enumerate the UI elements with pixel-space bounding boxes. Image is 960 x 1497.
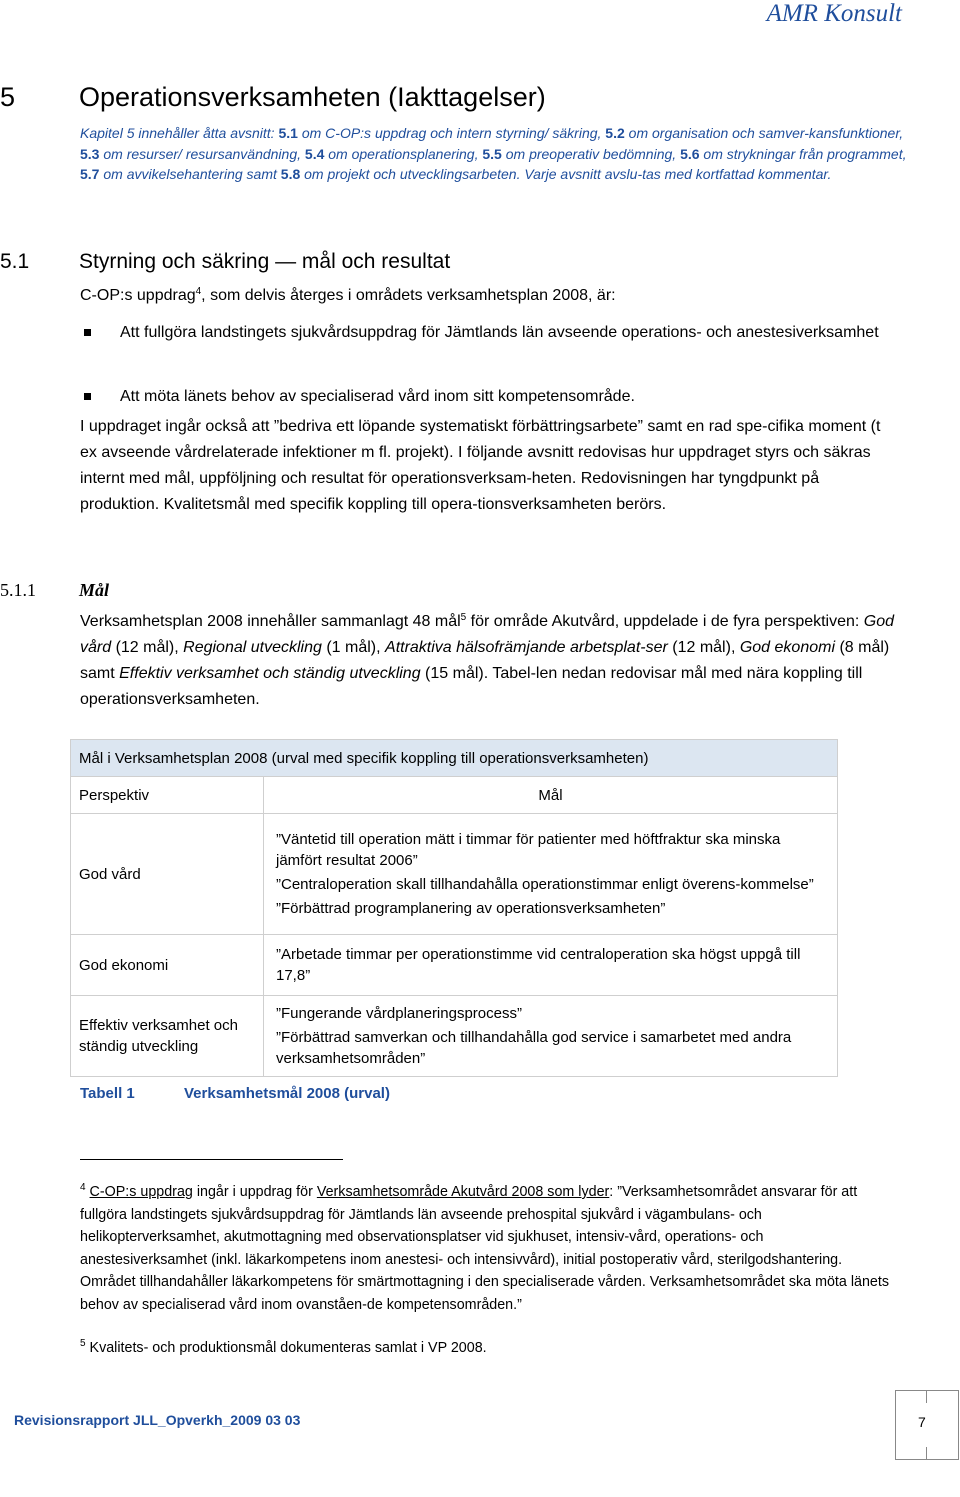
intro-ref: 5.7 <box>80 166 100 182</box>
intro-text: om avvikelsehantering samt <box>99 166 281 182</box>
section-title: Styrning och säkring — mål och resultat <box>79 250 451 273</box>
table-title: Mål i Verksamhetsplan 2008 (urval med specifik koppling till operationsverksamheten) <box>71 740 838 777</box>
subsection-number: 5.1.1 <box>0 580 36 600</box>
goal-item: ”Väntetid till operation mätt i timmar för patienter med höftfraktur ska minska jämfört resultat 2006” <box>276 831 781 869</box>
goals-text: (15 mål). Tabel-len nedan redovisar mål med nära koppling till operationsverksamheten. <box>80 665 863 708</box>
intro-text: om C-OP:s uppdrag och intern styrning/ säkring, <box>297 125 606 141</box>
perspective-name: Effektiv verksamhet och ständig utveckling <box>119 665 421 682</box>
goal-cell <box>264 935 838 996</box>
table-row <box>71 996 838 1077</box>
goals-table <box>70 739 838 1077</box>
footnote-ref-5[interactable]: 5 <box>460 612 467 623</box>
bullet-square-icon <box>84 393 91 400</box>
goal-cell <box>264 996 838 1077</box>
footnote-body <box>80 1184 889 1313</box>
table-row <box>71 935 838 996</box>
mandate-rest: , som delvis återges i områdets verksamhetsplan 2008, är: <box>201 287 616 304</box>
bullet-text: Att fullgöra landstingets sjukvårdsuppdrag för Jämtlands län avseende operations- och anestesiverksamhet <box>120 324 879 341</box>
footnote-text: Kvalitets- och produktionsmål dokumenteras samlat i VP 2008. <box>89 1340 487 1356</box>
chapter-intro <box>80 123 910 185</box>
footnote-underlined: Verksamhetsområde Akutvård 2008 som lyder <box>316 1184 610 1200</box>
goal-item: ”Förbättrad programplanering av operationsverksamheten” <box>276 900 666 917</box>
intro-ref: 5.2 <box>605 125 625 141</box>
table-title-row <box>71 740 838 777</box>
subsection-heading <box>0 580 109 601</box>
intro-ref: 5.8 <box>280 166 301 182</box>
goals-text: för område Akutvård, uppdelade i de fyra perspektiven: <box>466 613 864 630</box>
perspective-name: God vård <box>80 613 895 656</box>
intro-ref: 5.3 <box>80 145 100 162</box>
goal-item: ”Fungerande vårdplaneringsprocess” <box>276 1005 522 1022</box>
table-row <box>71 814 838 935</box>
footnote-number: 4 <box>80 1182 86 1193</box>
footnote-underlined: C-OP:s uppdrag <box>89 1184 193 1200</box>
goals-text: (1 mål), <box>321 639 386 656</box>
goals-text: (8 mål) samt <box>80 639 890 682</box>
page-box-tick <box>926 1447 927 1459</box>
intro-text: om projekt och utvecklingsarbeten. Varje avsnitt avslu-tas med kortfattad kommentar. <box>300 166 832 182</box>
table-caption <box>80 1085 390 1102</box>
mandate-text: C-OP:s uppdrag <box>80 287 196 304</box>
goals-paragraph <box>80 609 900 713</box>
goals-text: Verksamhetsplan 2008 innehåller sammanlagt 48 mål <box>80 613 461 630</box>
footer-report-name: Revisionsrapport JLL_Opverkh_2009 03 03 <box>14 1412 301 1428</box>
intro-ref: 5.4 <box>304 145 325 162</box>
brand-logo-text: AMR Konsult <box>766 0 902 27</box>
page-number: 7 <box>918 1414 926 1430</box>
perspective-name: Regional utveckling <box>183 639 322 656</box>
chapter-heading <box>0 82 546 113</box>
intro-ref: 5.1 <box>278 125 298 141</box>
goal-item: ”Centraloperation skall tillhandahålla operationstimmar enligt överens-kommelse” <box>276 876 814 893</box>
footnote-text: : ”Verksamhetsområdet ansvarar för att fullgöra landstingets sjukvårdsuppdrag för Jämtlands län avseende prehospital sjukvård i vägambulans- och helikopterverksamhet, akutmottagning med observationsplatser vid sjukhuset, intensiv-vård, operations- och anestesiverksamhet (inkl. läkarkompetens inom anestesi- och intensivvård), initial postoperativ vård, sterilgodshantering. Området tillhandahåller läkarkompetens för smärtmottagning i den specialiserade vården. Verksamhetsområdet ska möta länets behov av specialiserad vård inom ovanståen-de kompetensområden.” <box>80 1184 889 1313</box>
section-number: 5.1 <box>0 250 30 273</box>
footnote-number: 5 <box>80 1338 86 1349</box>
goal-cell <box>264 814 838 935</box>
subsection-title: Mål <box>79 580 110 600</box>
perspective-cell: Effektiv verksamhet och ständig utveckling <box>71 996 264 1077</box>
column-header-goal: Mål <box>264 777 838 814</box>
perspective-name: Attraktiva hälsofrämjande arbetsplat-ser <box>385 639 668 656</box>
footnote-5 <box>80 1338 487 1356</box>
section-heading <box>0 250 450 274</box>
perspective-cell: God vård <box>71 814 264 935</box>
page-box-tick <box>926 1391 927 1403</box>
goal-item: ”Arbetade timmar per operationstimme vid centraloperation ska högst uppgå till 17,8” <box>276 946 801 984</box>
mandate-sentence <box>80 283 616 309</box>
table-header-row <box>71 777 838 814</box>
column-header-perspective: Perspektiv <box>71 777 264 814</box>
footnote-divider <box>80 1159 343 1160</box>
footnote-4 <box>80 1181 890 1316</box>
goal-item: ”Förbättrad samverkan och tillhandahålla god service i samarbetet med andra verksamhetsområden” <box>276 1029 792 1067</box>
bullet-square-icon <box>84 329 91 336</box>
caption-text: Verksamhetsmål 2008 (urval) <box>184 1085 390 1102</box>
intro-text: om organisation och samver-kansfunktioner, <box>624 125 904 141</box>
intro-text: om preoperativ bedömning, <box>501 145 681 162</box>
bullet-text: Att möta länets behov av specialiserad vård inom sitt kompetensområde. <box>120 388 635 405</box>
intro-text: om operationsplanering, <box>324 145 483 162</box>
chapter-title: Operationsverksamheten (Iakttagelser) <box>79 82 546 112</box>
footnote-text: ingår i uppdrag för <box>192 1184 317 1200</box>
section-paragraph: I uppdraget ingår också att ”bedriva ett löpande systematiskt förbättringsarbete” samt en rad spe-cifika moment (t ex avseende vårdrelaterade infektioner m fl. projekt). I följande avsnitt redovisas hur uppdraget styrs och säkras internt med mål, uppföljning och resultat för operationsverksam-heten. Redovisningen har tyngdpunkt på produktion. Kvalitetsmål med specifik koppling till opera-tionsverksamheten berörs. <box>80 418 881 513</box>
caption-label: Tabell 1 <box>80 1085 135 1102</box>
goals-text: (12 mål), <box>667 639 740 656</box>
intro-ref: 5.6 <box>680 145 700 162</box>
intro-text: om strykningar från programmet, <box>699 145 907 162</box>
footnote-ref-4[interactable]: 4 <box>195 286 202 297</box>
intro-lead: Kapitel 5 innehåller åtta avsnitt: <box>80 125 279 141</box>
intro-ref: 5.5 <box>482 145 502 162</box>
page-number-box <box>895 1390 959 1460</box>
goals-text: (12 mål), <box>111 639 184 656</box>
chapter-number: 5 <box>0 82 16 112</box>
perspective-name: God ekonomi <box>739 639 835 656</box>
perspective-cell: God ekonomi <box>71 935 264 996</box>
intro-text: om resurser/ resursanvändning, <box>99 145 305 162</box>
